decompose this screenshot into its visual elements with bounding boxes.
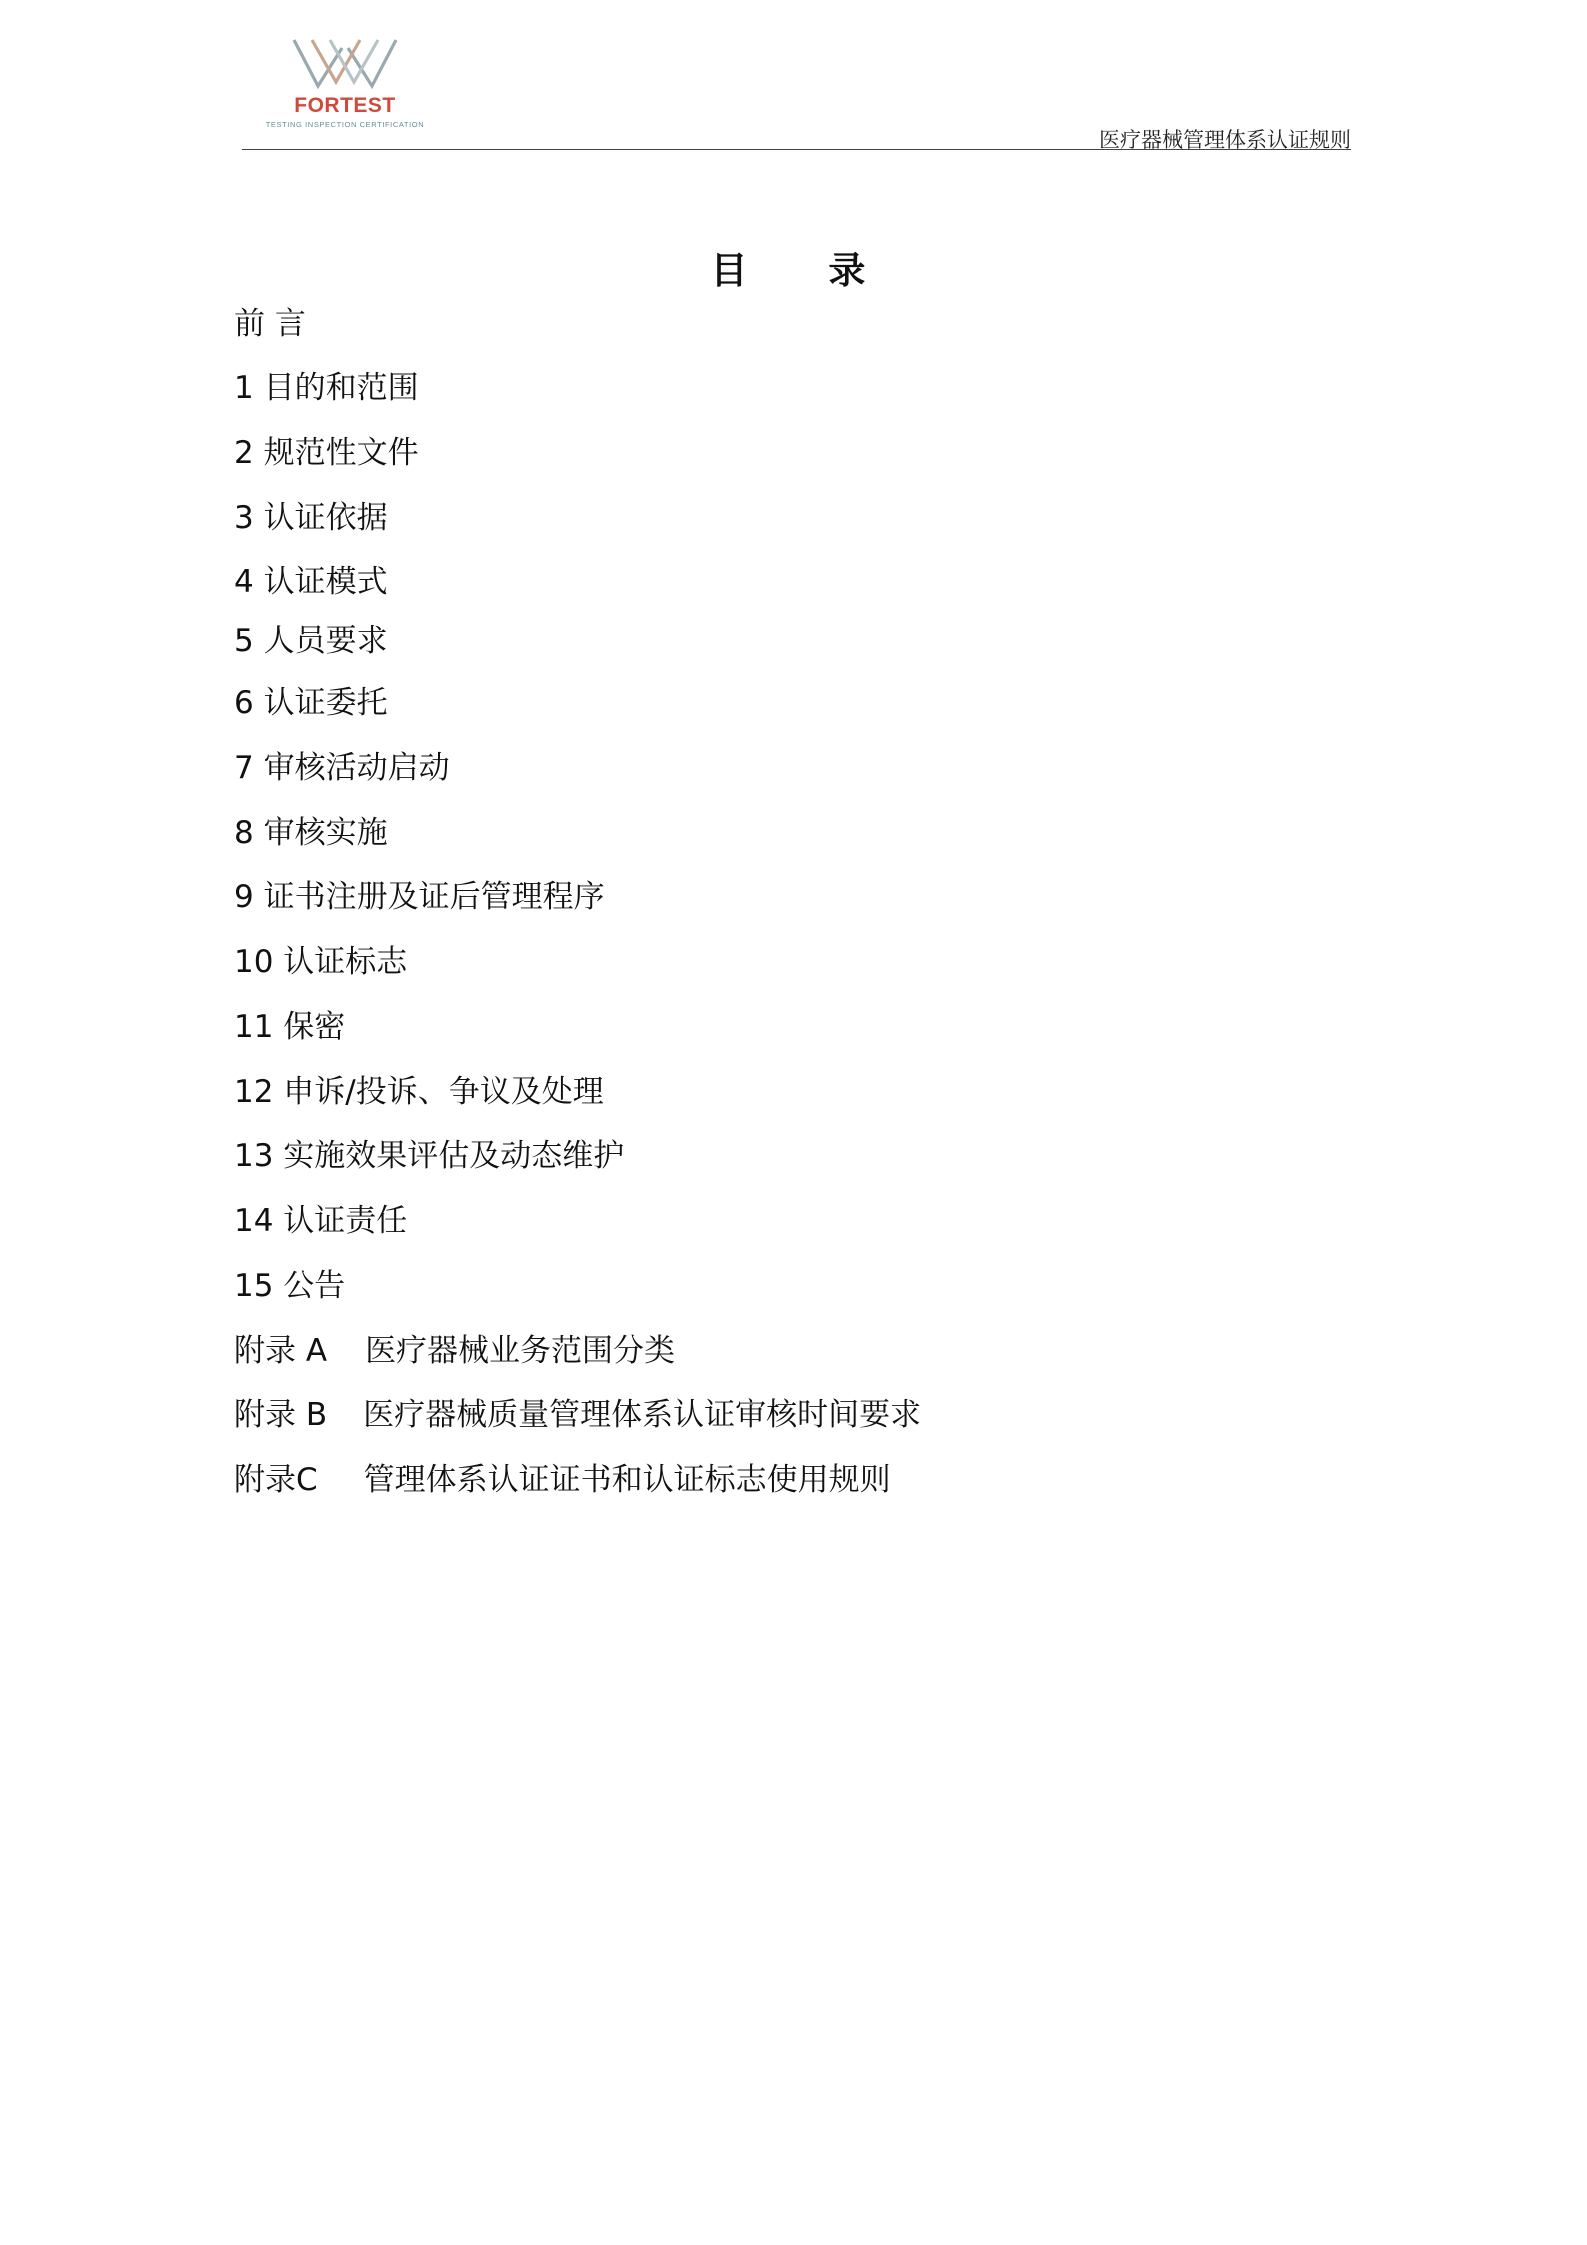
toc-appendix-b (234, 1395, 921, 1435)
toc-item-11: 11 保密 (234, 1009, 346, 1045)
appendix-a-label: 附录 A (234, 1333, 328, 1369)
toc-appendix-c (234, 1460, 891, 1500)
appendix-c-title: 管理体系认证证书和认证标志使用规则 (363, 1462, 891, 1498)
toc-item-9: 9 证书注册及证后管理程序 (234, 879, 605, 915)
logo-brand-text: FORTEST (294, 94, 396, 117)
toc-item-13: 13 实施效果评估及动态维护 (234, 1138, 625, 1174)
toc-title: 目 录 (710, 249, 900, 292)
header-divider (242, 149, 1351, 150)
toc-item-2: 2 规范性文件 (234, 435, 419, 471)
toc-item-8: 8 审核实施 (234, 815, 388, 851)
toc-item-preface: 前 言 (234, 306, 306, 342)
toc-item-15: 15 公告 (234, 1268, 346, 1304)
toc-item-4: 4 认证模式 (234, 564, 388, 600)
fortest-logo (242, 36, 448, 136)
fortest-w-mark-icon (290, 36, 400, 92)
toc-item-12: 12 申诉/投诉、争议及处理 (234, 1074, 604, 1110)
header-document-title: 医疗器械管理体系认证规则 (1099, 128, 1351, 152)
logo-tagline-text: TESTING INSPECTION CERTIFICATION (265, 120, 425, 129)
toc-item-5: 5 人员要求 (234, 623, 388, 659)
appendix-a-title: 医疗器械业务范围分类 (365, 1333, 676, 1369)
toc-item-10: 10 认证标志 (234, 944, 408, 980)
toc-item-14: 14 认证责任 (234, 1203, 408, 1239)
appendix-b-title: 医疗器械质量管理体系认证审核时间要求 (363, 1397, 922, 1433)
toc-item-6: 6 认证委托 (234, 685, 388, 721)
toc-appendix-a (234, 1331, 675, 1371)
toc-item-1: 1 目的和范围 (234, 370, 419, 406)
toc-item-7: 7 审核活动启动 (234, 750, 450, 786)
appendix-c-label: 附录C (234, 1462, 318, 1498)
appendix-b-label: 附录 B (234, 1397, 328, 1433)
toc-item-3: 3 认证依据 (234, 500, 388, 536)
